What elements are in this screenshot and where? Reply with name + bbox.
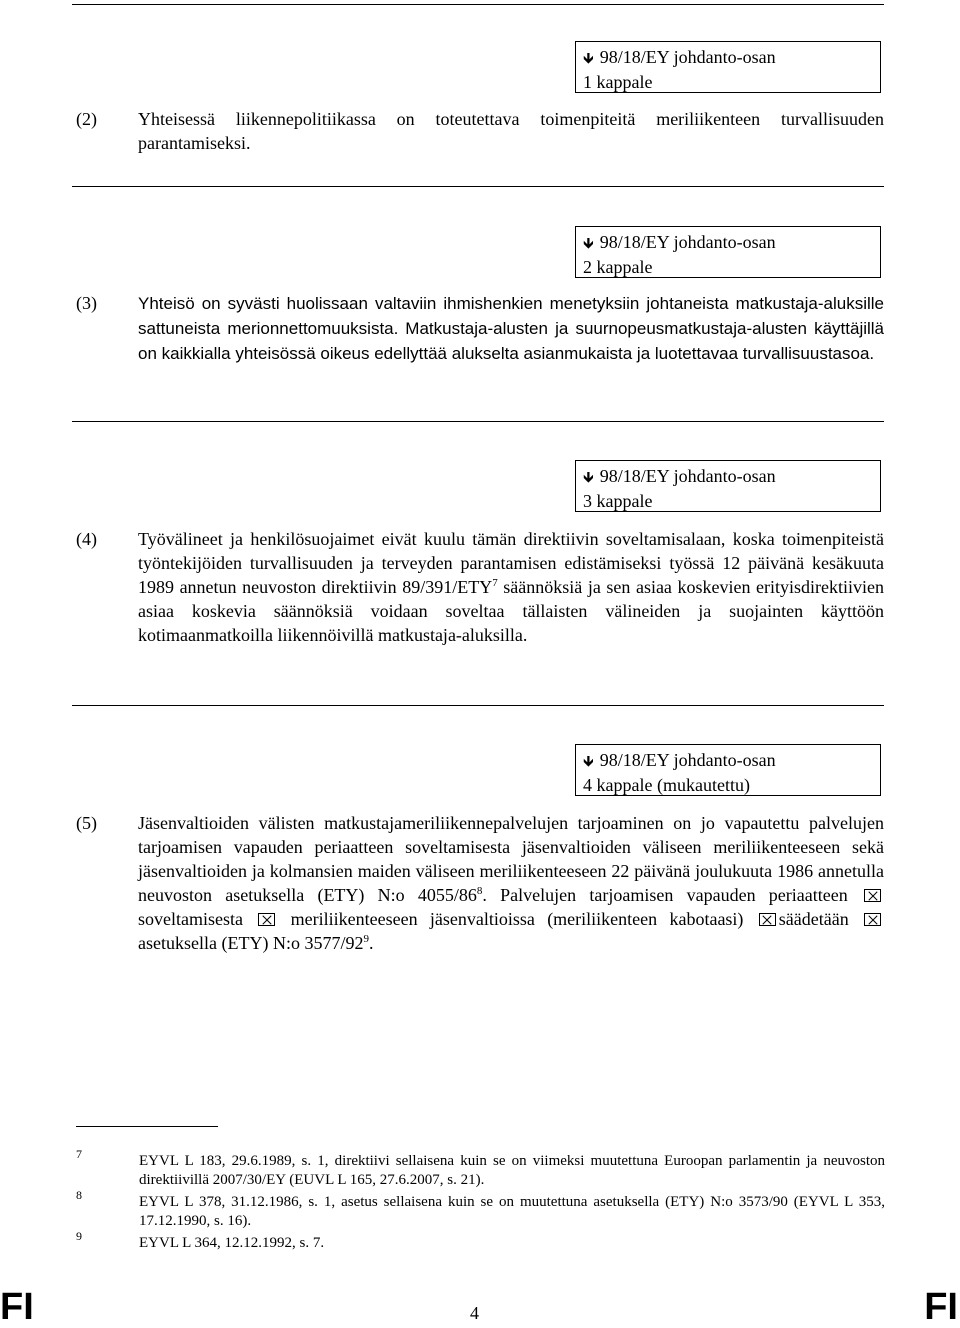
x-box-end-icon <box>864 913 881 926</box>
section-divider <box>72 705 884 706</box>
recital-number: (4) <box>76 529 97 549</box>
reference-line-2: 2 kappale <box>583 257 653 277</box>
recital-text-part: meriliikenteeseen jäsenvaltioissa (meriliikenteen kabotaasi) <box>290 909 744 929</box>
arrow-down-icon: 🡻 <box>583 468 594 486</box>
recital-text <box>138 811 884 955</box>
recital-text-part: säännöksiä ja sen asiaa koskevien erityisdirektiivien asiaa koskevia säännöksiä voidaan soveltaa tällaisten välineiden ja suojainten käyttöön kotimaanmatkoilla liikennöivillä matkustaja-aluksilla. <box>138 577 885 645</box>
x-box-end-icon <box>258 913 275 926</box>
footnote-number: 9 <box>76 1229 82 1243</box>
footnote-reference[interactable]: 8 <box>476 885 483 897</box>
reference-line-1: 98/18/EY johdanto-osan <box>599 750 776 770</box>
recital-text-part: soveltamisesta <box>138 909 243 929</box>
recital-text-part: . <box>368 933 374 953</box>
recital-text-part: Yhteisö on syvästi huolissaan valtaviin ihmishenkien menetyksiin johtaneista matkustaja-aluksille sattuneista merionnettomuuksista. <box>138 294 884 338</box>
recital-text-part: Matkustaja-alusten ja suurnopeusmatkustaja-alusten käyttäjillä on kaikkialla yhteisössä oikeus edellyttää alukselta asianmukaista ja luotettavaa turvallisuustasoa. <box>138 319 885 363</box>
reference-line-2: 4 kappale (mukautettu) <box>583 775 750 795</box>
footnote-text: EYVL L 364, 12.12.1992, s. 7. <box>139 1235 325 1251</box>
reference-line-1: 98/18/EY johdanto-osan <box>599 466 776 486</box>
footnote-number: 8 <box>76 1188 82 1202</box>
page-number: 4 <box>470 1303 479 1323</box>
source-reference-box <box>575 41 881 93</box>
footnote-text: EYVL L 183, 29.6.1989, s. 1, direktiivi sellaisena kuin se on viimeksi muutettuna Euroopan parlamentin ja neuvoston direktiivillä 2007/30/EY (EUVL L 165, 27.6.2007, s. 21). <box>139 1153 885 1188</box>
reference-line-2: 3 kappale <box>583 491 653 511</box>
x-box-icon <box>759 913 776 926</box>
top-rule <box>72 4 884 5</box>
recital-text <box>138 527 884 647</box>
recital-text-part: säädetään <box>778 909 849 929</box>
source-reference-box <box>575 744 881 796</box>
recital-text-part: . Palvelujen tarjoamisen vapauden periaatteen <box>482 885 848 905</box>
recital-text-part: asetuksella (ETY) N:o 3577/92 <box>138 933 364 953</box>
reference-line-1: 98/18/EY johdanto-osan <box>599 47 776 67</box>
arrow-down-icon: 🡻 <box>583 234 594 252</box>
recital-text-content: Yhteisessä liikennepolitiikassa on toteutettava toimenpiteitä meriliikenteen turvallisuuden parantamiseksi. <box>138 109 884 153</box>
footnote-number: 7 <box>76 1147 82 1161</box>
recital-number: (2) <box>76 109 97 129</box>
reference-line-2: 1 kappale <box>583 72 653 92</box>
footnote-reference[interactable]: 7 <box>492 577 498 589</box>
source-reference-box <box>575 460 881 512</box>
footer-language-code-left: FI <box>0 1286 34 1328</box>
section-divider <box>72 421 884 422</box>
footnote-reference[interactable]: 9 <box>363 933 369 945</box>
x-box-icon <box>864 889 881 902</box>
recital-text <box>138 291 884 366</box>
recital-text-part: Työvälineet ja henkilösuojaimet eivät kuulu tämän direktiivin soveltamisalaan, koska toimenpiteistä työntekijöiden turvallisuuden ja terveyden parantamisen edistämiseksi työssä 12 päivänä kesäkuuta 1989 annetun neuvoston direktiivin 89/391/ETY <box>138 529 884 597</box>
section-divider <box>72 186 884 187</box>
footer-language-code-right: FI <box>924 1286 958 1328</box>
footnote-separator <box>76 1126 218 1127</box>
arrow-down-icon: 🡻 <box>583 49 594 67</box>
recital-number: (5) <box>76 813 97 833</box>
recital-number: (3) <box>76 293 97 313</box>
arrow-down-icon: 🡻 <box>583 752 594 770</box>
reference-line-1: 98/18/EY johdanto-osan <box>599 232 776 252</box>
recital-text-part: Jäsenvaltioiden välisten matkustajameriliikennepalvelujen tarjoaminen on jo vapautettu palvelujen tarjoamisen vapauden periaatteen soveltamisesta jäsenvaltioiden väliseen meriliikenteeseen sekä jäsenvaltioiden ja kolmansien maiden väliseen meriliikenteeseen 22 päivänä joulukuuta 1986 annetulla neuvoston asetuksella (ETY) N:o 4055/86 <box>138 813 884 905</box>
source-reference-box <box>575 226 881 278</box>
recital-text <box>138 107 884 155</box>
footnote-text: EYVL L 378, 31.12.1986, s. 1, asetus sellaisena kuin se on muutettuna asetuksella (ETY) N:o 3573/90 (EYVL L 353, 17.12.1990, s. 16). <box>139 1194 885 1229</box>
